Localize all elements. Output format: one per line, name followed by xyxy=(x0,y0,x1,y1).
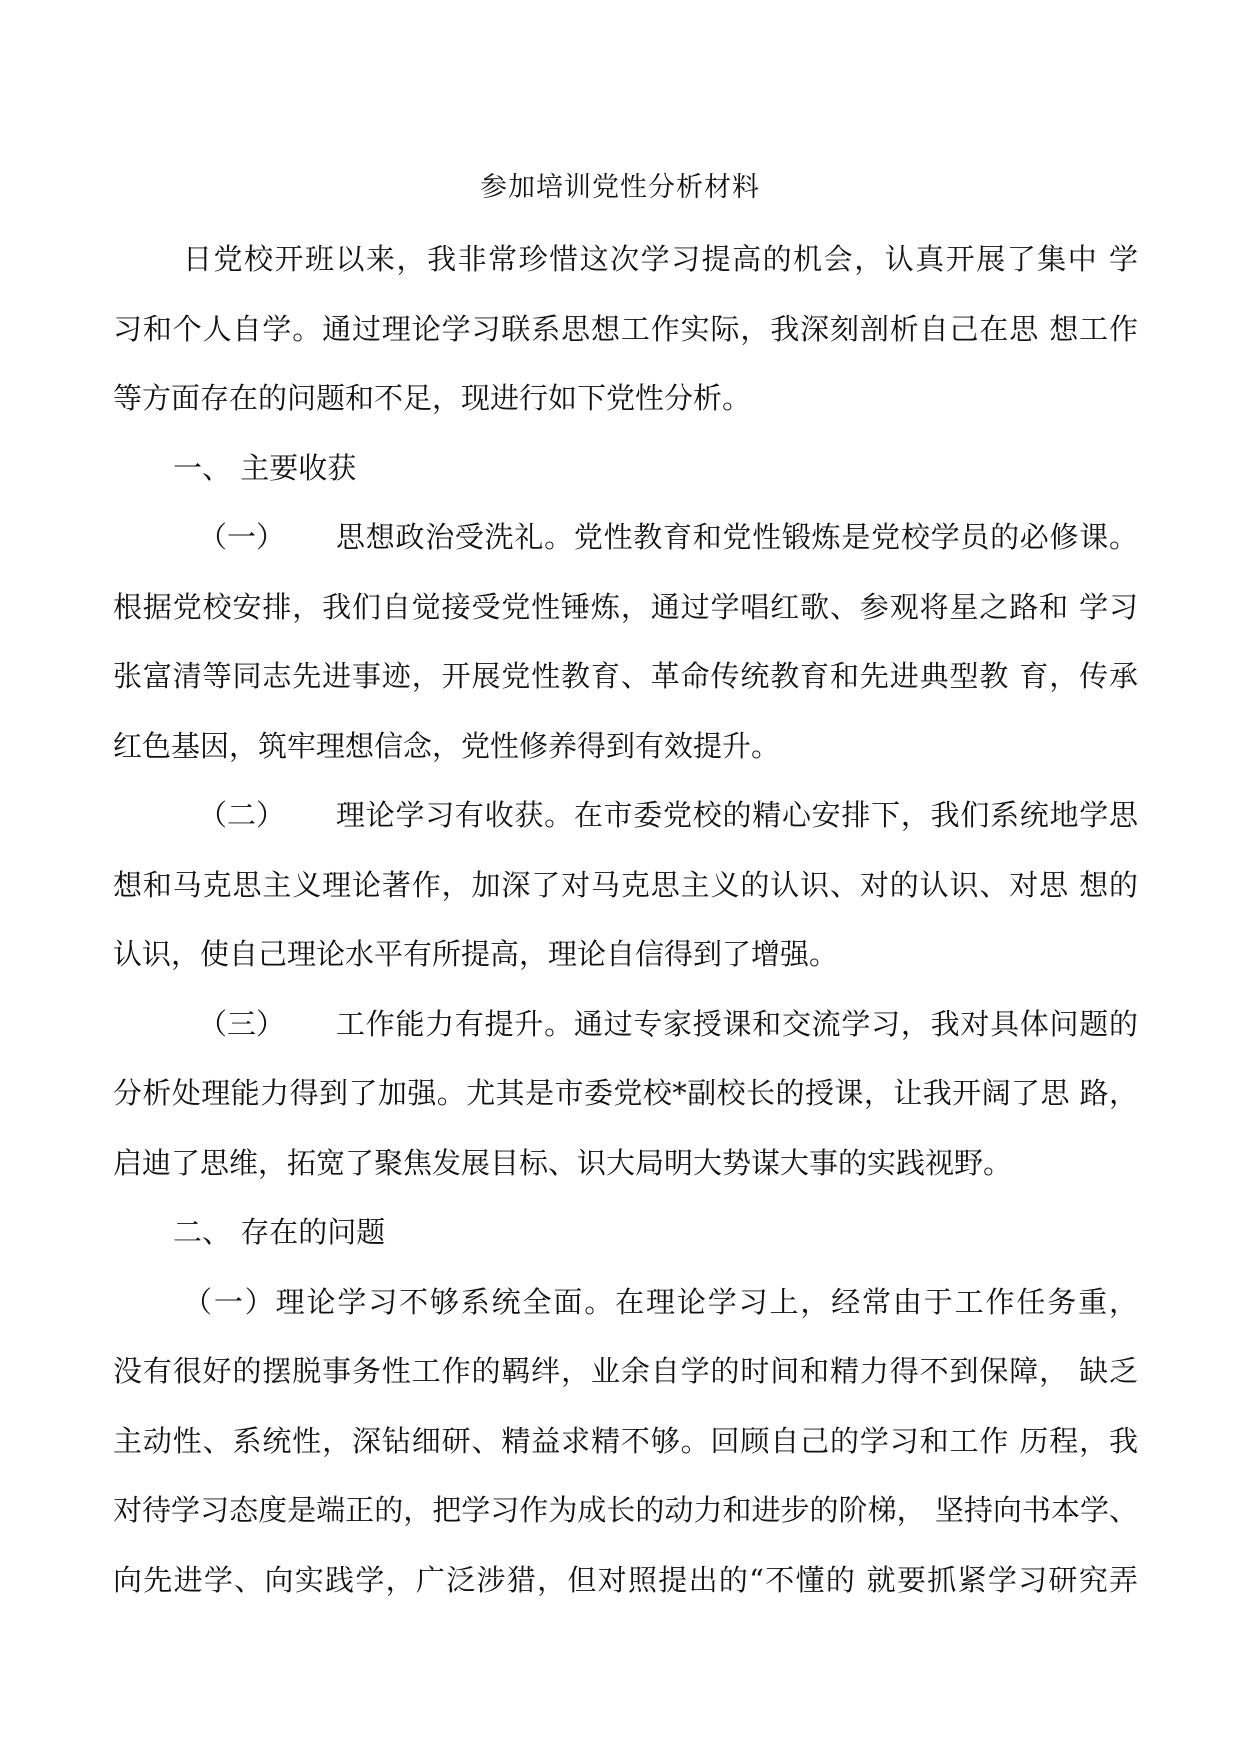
section-2-item-1-line-2: 没有很好的摆脱事务性工作的羁绊，业余自学的时间和精力得不到保障， 缺乏 xyxy=(113,1354,1138,1388)
section-1-item-3-number: （三） xyxy=(198,1007,286,1041)
section-1-item-3-line-3: 启迪了思维，拓宽了聚焦发展目标、识大局明大势谋大事的实践视野。 xyxy=(113,1146,1013,1180)
section-1-item-1-line-2: 根据党校安排，我们自觉接受党性锤炼，通过学唱红歌、参观将星之路和 学习 xyxy=(113,590,1138,624)
section-1-item-3-line-2: 分析处理能力得到了加强。尤其是市委党校*副校长的授课，让我开阔了思 路， xyxy=(113,1076,1138,1110)
section-1-item-3-first-line: 工作能力有提升。通过专家授课和交流学习，我对具体问题的 xyxy=(336,1007,1138,1041)
intro-line-1: 日党校开班以来，我非常珍惜这次学习提高的机会，认真开展了集中 学 xyxy=(183,242,1138,276)
intro-line-3: 等方面存在的问题和不足，现进行如下党性分析。 xyxy=(113,381,752,415)
section-1-heading: 一、 主要收获 xyxy=(173,451,357,485)
section-1-item-1-line-4: 红色基因，筑牢理想信念，党性修养得到有效提升。 xyxy=(113,729,781,763)
section-1-item-2-line-2: 想和马克思主义理论著作，加深了对马克思主义的认识、对的认识、对思 想的 xyxy=(113,868,1138,902)
section-2-item-1-line-4: 对待学习态度是端正的，把学习作为成长的动力和进步的阶梯， 坚持向书本学、 xyxy=(113,1493,1138,1527)
section-1-item-1-number: （一） xyxy=(198,520,286,554)
section-2-item-1-first-line: （一）理论学习不够系统全面。在理论学习上，经常由于工作任务重， xyxy=(183,1285,1138,1319)
document-title: 参加培训党性分析材料 xyxy=(480,172,760,203)
section-1-item-2-line-3: 认识，使自己理论水平有所提高，理论自信得到了增强。 xyxy=(113,937,839,971)
section-1-item-1-first-line: 思想政治受洗礼。党性教育和党性锻炼是党校学员的必修课。 xyxy=(336,520,1138,554)
section-2-heading: 二、 存在的问题 xyxy=(173,1215,386,1249)
section-2-item-1-line-5: 向先进学、向实践学，广泛涉猎，但对照提出的“不懂的 就要抓紧学习研究弄 xyxy=(113,1563,1138,1597)
intro-line-2: 习和个人自学。通过理论学习联系思想工作实际，我深刻剖析自己在思 想工作 xyxy=(113,312,1138,346)
section-1-item-1-line-3: 张富清等同志先进事迹，开展党性教育、革命传统教育和先进典型教 育，传承 xyxy=(113,659,1138,693)
section-1-item-2-number: （二） xyxy=(198,798,286,832)
section-2-item-1-line-3: 主动性、系统性，深钻细研、精益求精不够。回顾自己的学习和工作 历程，我 xyxy=(113,1424,1138,1458)
section-1-item-2-first-line: 理论学习有收获。在市委党校的精心安排下，我们系统地学思 xyxy=(336,798,1138,832)
